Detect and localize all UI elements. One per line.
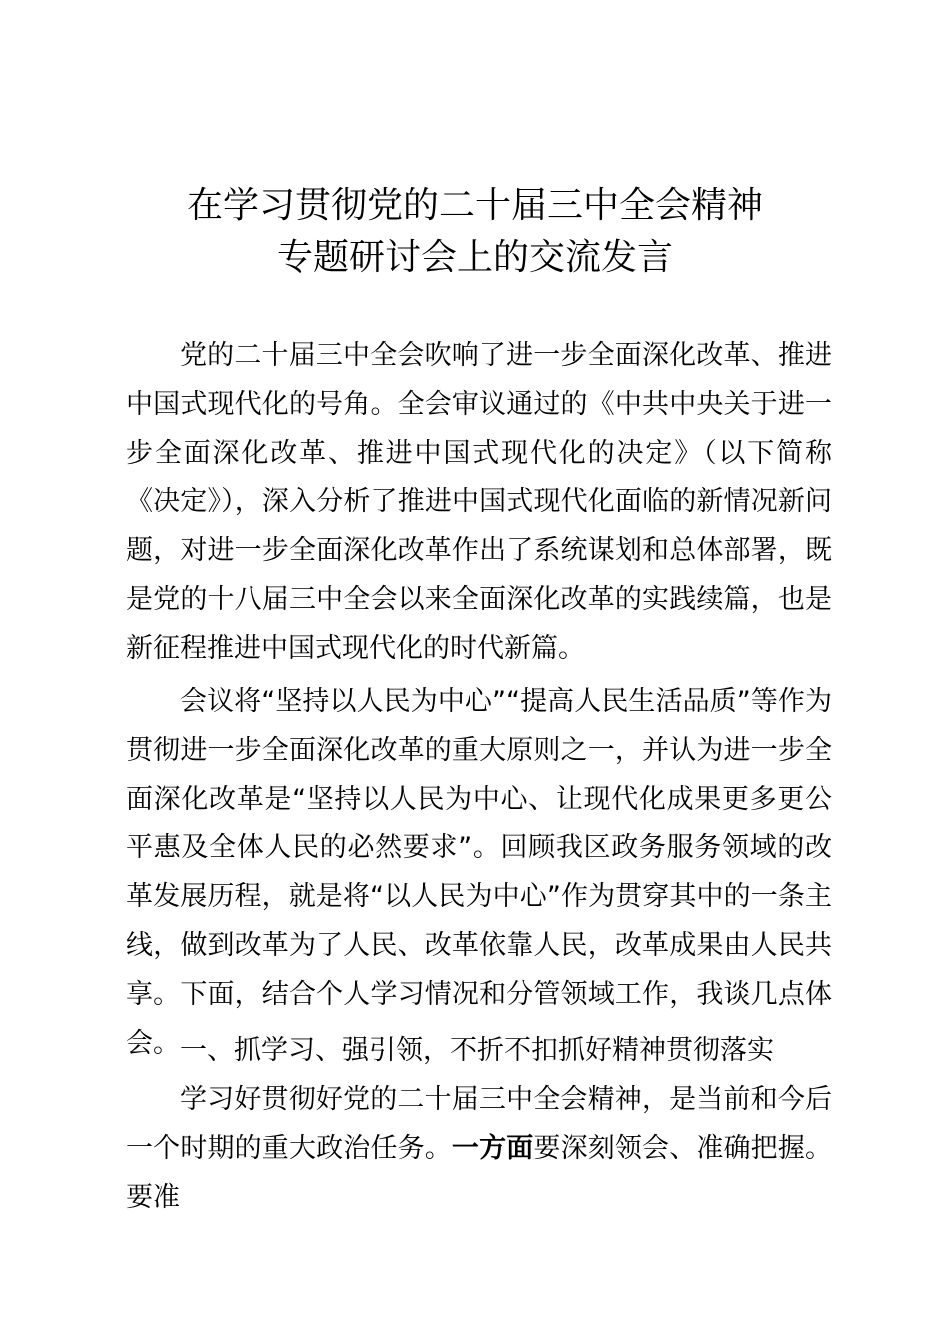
paragraph-principle: 会议将“坚持以人民为中心”“提高人民生活品质”等作为贯彻进一步全面深化改革的重大原则之一，并认为进一步全面深化改革是“坚持以人民为中心、让现代化成果更多更公平惠及全体人民的必然要求”。回顾我区政务服务领域的改革发展历程，就是将“以人民为中心”作为贯穿其中的一条主线，做到改革为了人民、改革依靠人民，改革成果由人民共享。下面，结合个人学习情况和分管领域工作，我谈几点体会。 <box>126 686 832 1059</box>
document-title-line-2: 专题研讨会上的交流发言 <box>276 237 673 278</box>
section-heading-1: 一、抓学习、强引领，不折不扣抓好精神贯彻落实 <box>180 1035 774 1066</box>
paragraph-intro: 党的二十届三中全会吹响了进一步全面深化改革、推进中国式现代化的号角。全会审议通过的《中共中央关于进一步全面深化改革、推进中国式现代化的决定》（以下简称《决定》），深入分析了推进中国式现代化面临的新情况新问题，对进一步全面深化改革作出了系统谋划和总体部署，既是党的十八届三中全会以来全面深化改革的实践续篇，也是新征程推进中国式现代化的时代新篇。 <box>126 340 832 664</box>
paragraph-section-1 <box>126 1076 832 1222</box>
paragraph-section-1-lead: 学习好贯彻好党的二十届三中全会精神，是当前和今后一个时期的重大政治任务。 <box>126 1084 832 1164</box>
paragraph-section-1-bold: 一方面 <box>451 1132 534 1164</box>
document-title-line-1: 在学习贯彻党的二十届三中全会精神 <box>186 185 763 226</box>
paragraph-section-1-tail: 要深刻领会、准确把握。要准 <box>126 1132 833 1213</box>
